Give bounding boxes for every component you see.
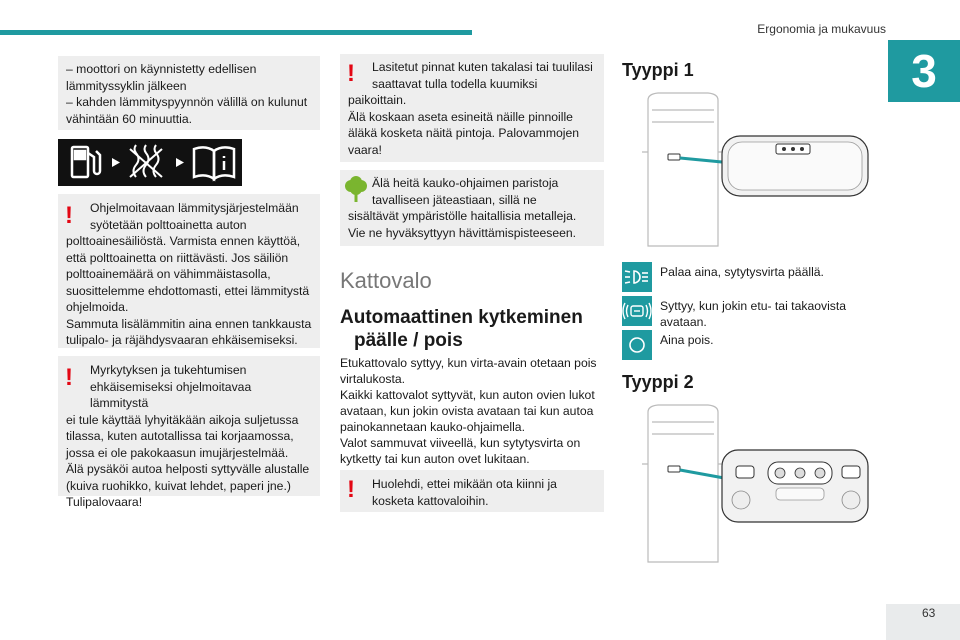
header-accent-bar — [0, 30, 472, 35]
arrow-right-icon-2 — [176, 158, 184, 167]
page-number: 63 — [886, 604, 960, 640]
header-title: Ergonomia ja mukavuus — [757, 22, 886, 36]
warning-box-fuel: ! Ohjelmoitavaan lämmitysjärjestelmään syötetään polttoainetta auton polttoainesäiliöstä. Varmista ennen käyttöä, että polttoainetta on riittävästi. Jos säiliön polttoainemäärä on vähimmäistasolla, suosittelemme ehdottomasti, ettei lämmitystä ohjelmoida. Sammuta lisälämmitin aina ennen tankkausta tulipalo- ja räjähdysvaaran ehkäisemiseksi. — [58, 194, 320, 348]
type-1-illustration — [620, 92, 870, 252]
interior-light-description: Etukattovalo syttyy, kun virta-avain otetaan pois virtalukosta. Kaikki kattovalot syttyvät, kun auton ovien lukot avataan, kun jokin ovista avataan tai kun autoa painokannetaan kauko-ohjaimella. Valot sammuvat viiveellä, kun sytytysvirta on kytketty tai kun auton ovet lukitaan. — [340, 356, 597, 466]
door-open-light-text: Syttyy, kun jokin etu- tai takaovista avataan. — [660, 299, 847, 329]
arrow-right-icon — [112, 158, 120, 167]
door-open-light-icon — [622, 296, 652, 326]
manual-book-icon — [194, 147, 234, 179]
light-off-text: Aina pois. — [660, 333, 714, 347]
subsection-title: Automaattinen kytkeminen päälle / pois — [340, 307, 583, 351]
eco-box-batteries: Älä heitä kauko-ohjaimen paristoja tavalliseen jäteastiaan, sillä ne sisältävät ympäristölle haitallisia metalleja. Vie ne hyväksyttyyn hävittämispisteeseen. — [340, 170, 604, 246]
warning-exclamation-icon: ! — [65, 202, 73, 229]
type-2-title: Tyyppi 2 — [622, 372, 694, 392]
light-off-icon — [622, 330, 652, 360]
heater-indicator-banner — [58, 139, 242, 186]
warning-exclamation-icon: ! — [347, 60, 355, 87]
warning-box-lights: ! Huolehdi, ettei mikään ota kiinni ja kosketa kattovaloihin. — [340, 470, 604, 512]
heater-waves-icon — [130, 145, 162, 177]
info-box-conditions: – moottori on käynnistetty edellisen lämmityssyklin jälkeen – kahden lämmityspyynnön välillä on kulunut vähintään 60 minuuttia. — [58, 56, 320, 130]
chapter-number: 3 — [888, 40, 960, 102]
warning-box-hot-glass: ! Lasitetut pinnat kuten takalasi tai tuulilasi saattavat tulla todella kuumiksi paikoittain. Älä koskaan aseta esineitä näille pinnoille äläkä kosketa näitä pintoja. Palovammojen vaara! — [340, 54, 604, 162]
warning-exclamation-icon: ! — [347, 476, 355, 503]
section-title: Kattovalo — [340, 268, 432, 293]
type-1-title: Tyyppi 1 — [622, 60, 694, 80]
eco-tree-icon — [343, 176, 369, 204]
light-always-on-text: Palaa aina, sytytysvirta päällä. — [660, 265, 824, 279]
fuel-pump-icon — [72, 147, 100, 177]
type-2-illustration — [620, 404, 870, 564]
warning-box-poisoning: ! Myrkytyksen ja tukehtumisen ehkäisemiseksi ohjelmoitavaa lämmitystä ei tule käyttää lyhyitäkään aikoja suljetussa tilassa, kuten autotallissa tai korjaamossa, jossa ei ole pakokaasun imujärjestelmää. Älä pysäköi autoa helposti syttyvälle alustalle (kuiva ruohikko, kuivat lehdet, paperi jne.) Tulipalovaara! — [58, 356, 320, 496]
light-always-on-icon — [622, 262, 652, 292]
warning-exclamation-icon: ! — [65, 364, 73, 391]
